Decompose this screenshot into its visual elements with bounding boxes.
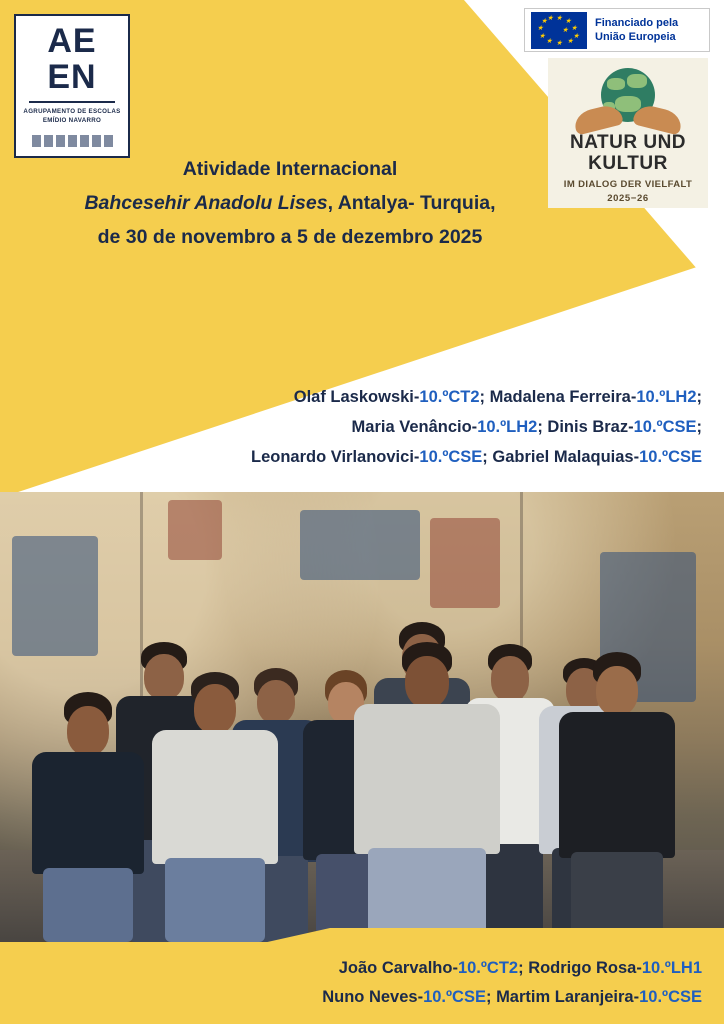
participant-class: 10.ºCSE [633, 418, 697, 436]
participant-class: 10.ºCSE [419, 448, 483, 466]
participant-name: Nuno Neves- [322, 988, 424, 1006]
participant-separator: ; [482, 448, 493, 466]
participant-separator: ; [479, 388, 490, 406]
participant-class: 10.ºLH2 [477, 418, 538, 436]
person [150, 672, 280, 942]
participant-name: Madalena Ferreira- [489, 388, 637, 406]
person [30, 692, 146, 942]
participant-name: Gabriel Malaquias- [492, 448, 640, 466]
participant-separator: ; [485, 988, 497, 1006]
logo-divider [29, 101, 115, 103]
participant-name: João Carvalho- [338, 959, 458, 977]
mural-red-shape [168, 500, 222, 560]
person [352, 642, 502, 942]
headline-location: , Antalya- Turquia, [327, 192, 496, 214]
participant-class: 10.ºCT2 [457, 959, 519, 977]
participant-class: 10.ºCSE [639, 448, 702, 466]
school-logo [14, 14, 130, 158]
participants-list-top [22, 382, 702, 472]
eu-funding-text [595, 16, 678, 44]
group-photo [0, 492, 724, 942]
mural-blue-shape [12, 536, 98, 656]
participants-list-bottom [22, 954, 702, 1012]
participant-class: 10.ºLH1 [641, 959, 702, 977]
headline-line-3: de 30 de novembro a 5 de dezembro 2025 [97, 226, 483, 248]
participant-name: Maria Venâncio- [351, 418, 478, 436]
headline-line-1: Atividade Internacional [182, 158, 398, 180]
participant-name: Leonardo Virlanovici- [251, 448, 420, 466]
globe-in-hands-icon [574, 66, 682, 130]
eu-funding-line-1: Financiado pela [595, 17, 679, 29]
project-title-line-2: KULTUR [588, 153, 668, 174]
logo-line-1: AE [47, 22, 97, 60]
project-years: 2025−26 [607, 193, 649, 204]
page-title [40, 152, 540, 254]
logo-squares-decoration [32, 135, 113, 147]
participant-name: Martim Laranjeira- [496, 988, 640, 1006]
logo-subtitle-line-2: EMÍDIO NAVARRO [42, 117, 102, 124]
european-union-flag-icon [531, 12, 587, 49]
project-subtitle: IM DIALOG DER VIELFALT [563, 179, 693, 190]
logo-line-2: EN [47, 58, 97, 96]
headline-line-2 [40, 186, 540, 220]
participant-class: 10.ºCT2 [419, 388, 480, 406]
participant-name: Rodrigo Rosa- [528, 959, 642, 977]
project-title-line-1: NATUR UND [569, 132, 687, 153]
participant-name: Dinis Braz- [547, 418, 634, 436]
participant-separator: ; [537, 418, 548, 436]
participant-separator: ; [518, 959, 529, 977]
mural-blue-shape [300, 510, 420, 580]
eu-funding-badge [524, 8, 710, 52]
logo-monogram [47, 22, 96, 94]
headline-school-name: Bahcesehir Anadolu Lises [84, 192, 328, 214]
logo-subtitle-line-1: AGRUPAMENTO DE ESCOLAS [23, 108, 121, 115]
mural-red-shape [430, 518, 500, 608]
project-title [570, 132, 686, 174]
participant-class: 10.ºCSE [639, 988, 702, 1006]
eu-funding-line-2: União Europeia [595, 31, 676, 43]
person [556, 652, 678, 942]
participant-name: Olaf Laskowski- [293, 388, 420, 406]
participant-separator: ; [696, 388, 702, 406]
participant-class: 10.ºLH2 [636, 388, 697, 406]
project-badge [548, 58, 708, 208]
participant-class: 10.ºCSE [423, 988, 486, 1006]
eu-stars: ★ ★ ★ ★ ★ ★ ★ ★ ★ ★ ★ ★ [537, 14, 580, 47]
participant-separator: ; [696, 418, 702, 436]
